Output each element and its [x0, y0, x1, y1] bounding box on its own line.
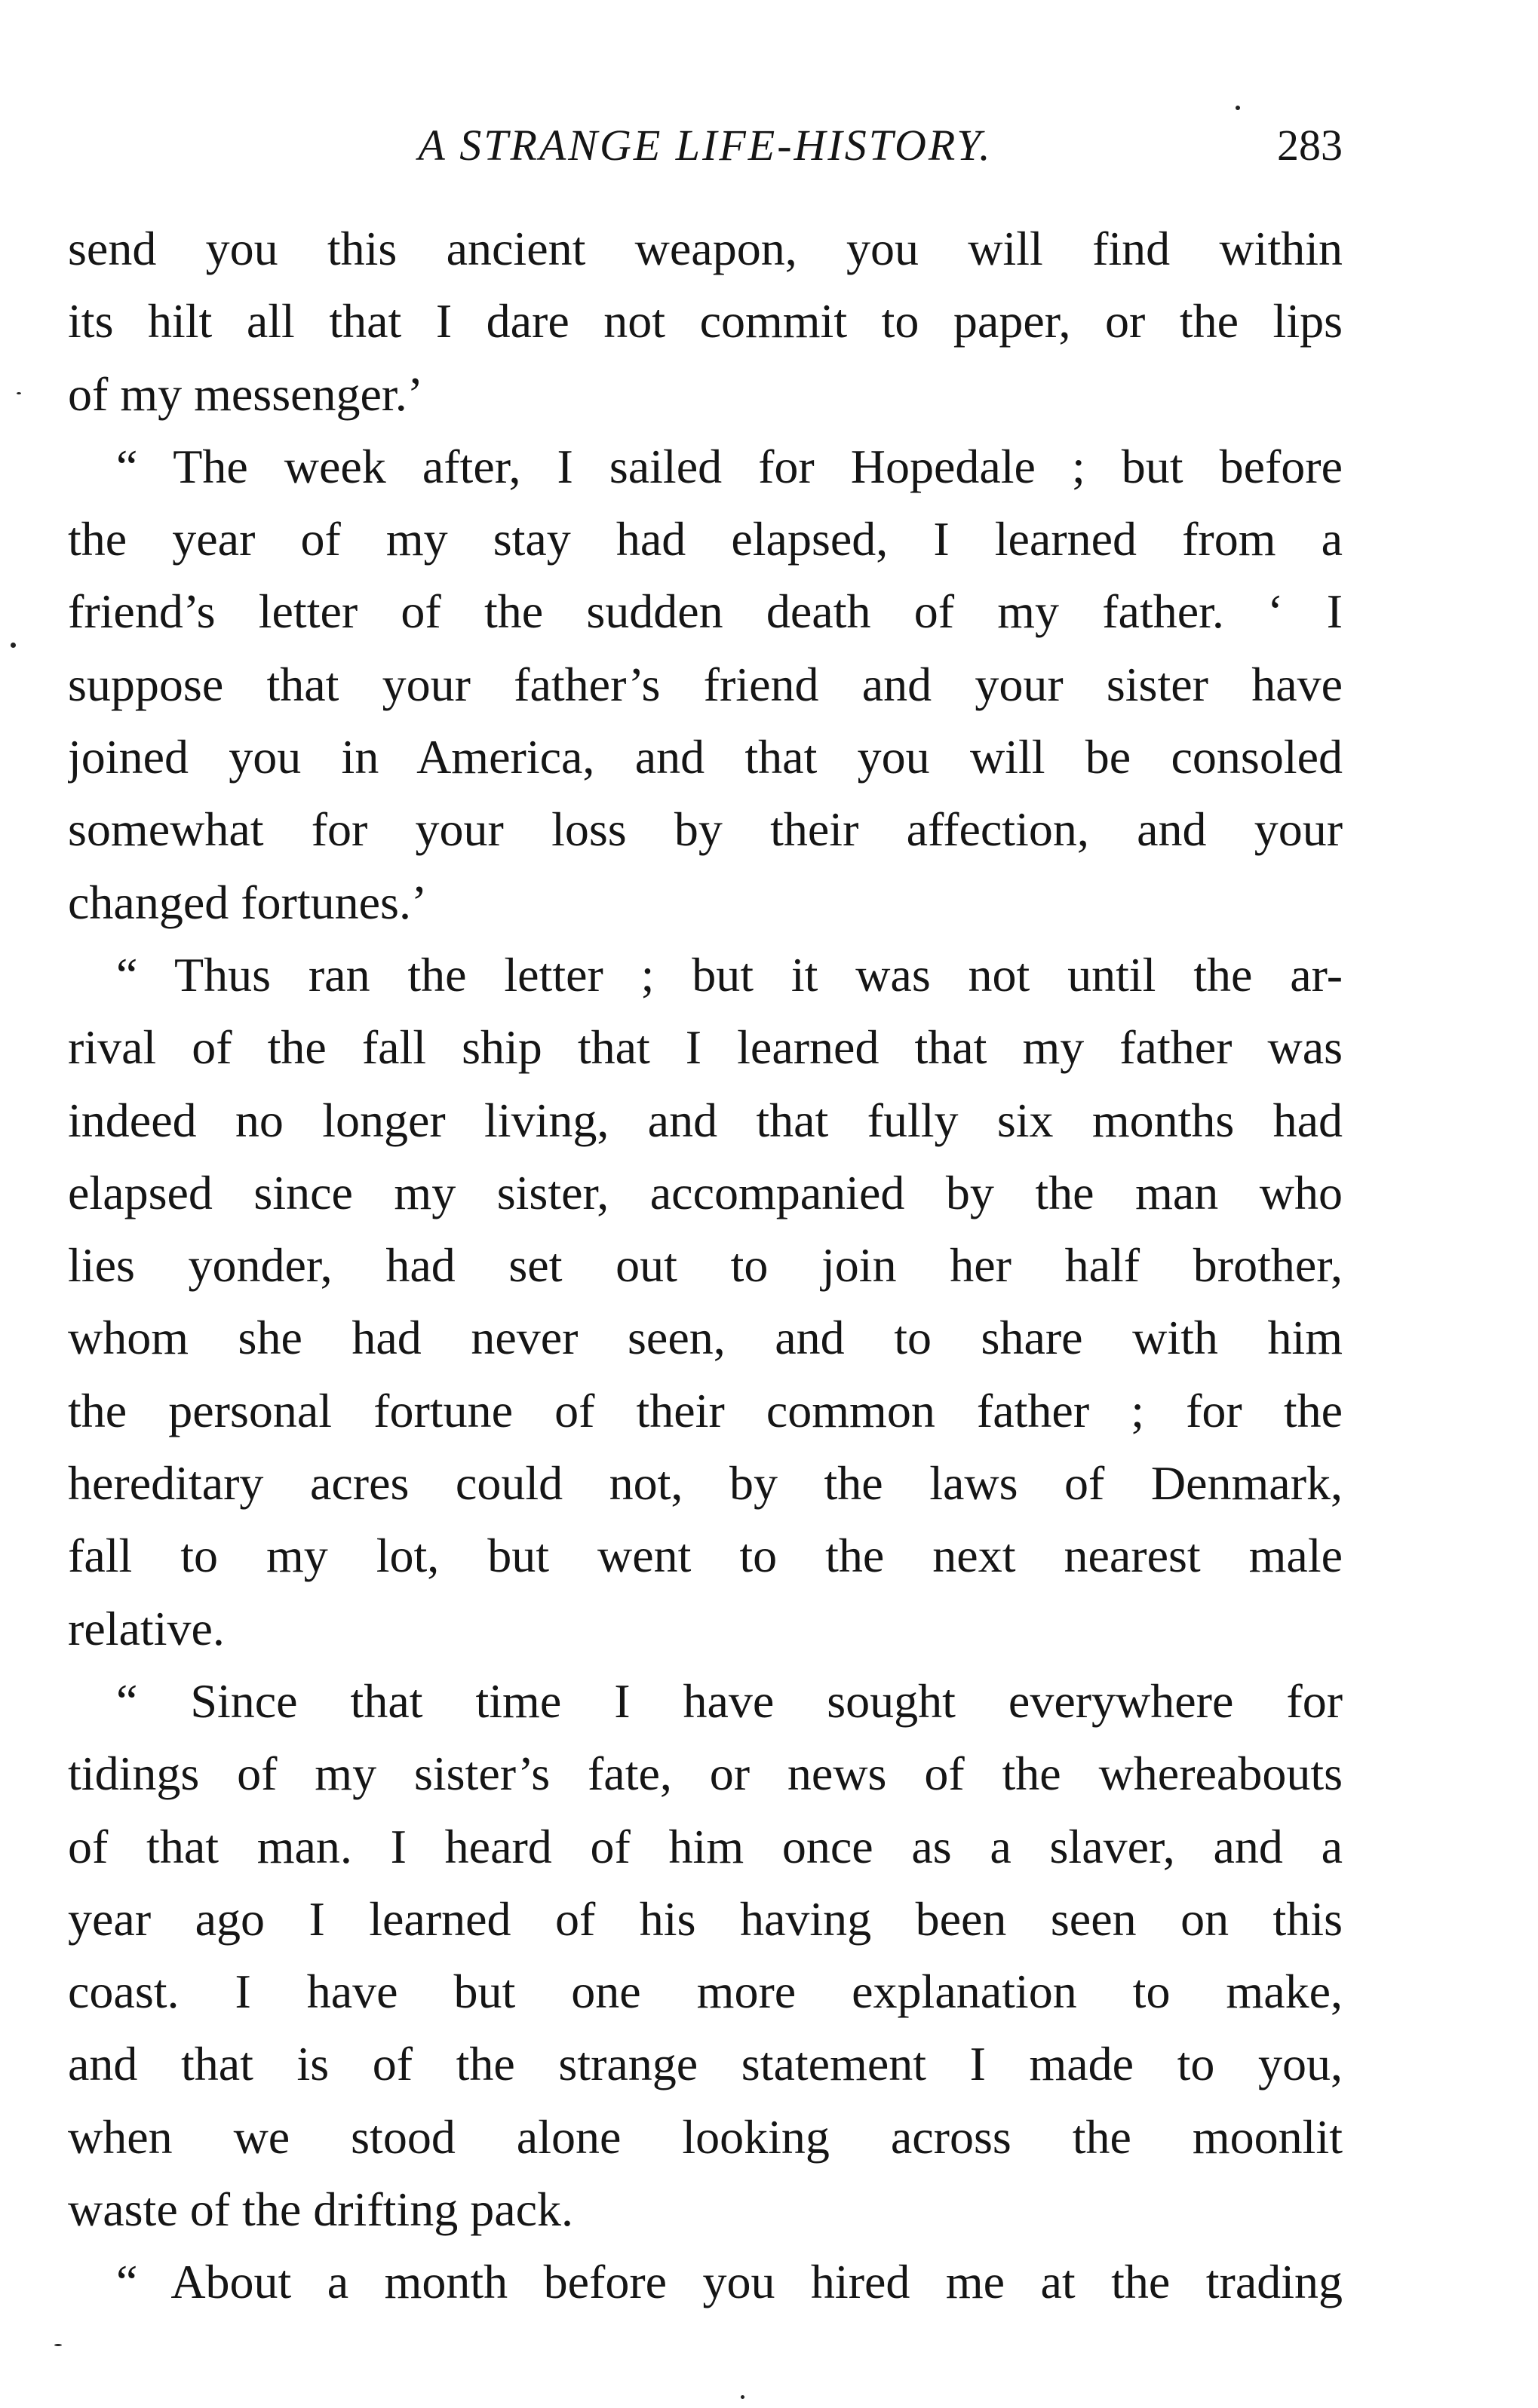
text-line: elapsed since my sister, accompanied by the man who	[68, 1165, 1343, 1219]
print-speck	[11, 643, 16, 648]
text-line: whom she had never seen, and to share with him	[68, 1311, 1343, 1365]
body-text	[68, 213, 1343, 2319]
print-speck	[54, 2344, 62, 2346]
text-line: “ Thus ran the letter ; but it was not until the ar-	[116, 947, 1343, 1002]
text-line: changed fortunes.’	[68, 875, 428, 929]
text-line: its hilt all that I dare not commit to paper, or the lips	[68, 294, 1343, 348]
text-line: somewhat for your loss by their affection, and your	[68, 802, 1343, 857]
text-line: relative.	[68, 1601, 225, 1655]
text-line: joined you in America, and that you will be consoled	[68, 730, 1343, 784]
text-line: and that is of the strange statement I made to you,	[68, 2037, 1343, 2091]
text-line: the personal fortune of their common father ; for the	[68, 1383, 1343, 1437]
page-number: 283	[1277, 121, 1343, 170]
running-title: A STRANGE LIFE-HISTORY.	[418, 121, 993, 170]
text-line: “ The week after, I sailed for Hopedale ; but before	[116, 439, 1343, 493]
text-line: hereditary acres could not, by the laws of Denmark,	[68, 1456, 1343, 1511]
print-speck	[17, 392, 21, 394]
text-line: when we stood alone looking across the moonlit	[68, 2109, 1343, 2164]
text-line: rival of the fall ship that I learned that my father was	[68, 1020, 1343, 1075]
text-line: lies yonder, had set out to join her half brother,	[68, 1238, 1343, 1293]
text-line: waste of the drifting pack.	[68, 2183, 573, 2237]
text-line: fall to my lot, but went to the next nearest male	[68, 1529, 1343, 1583]
text-line: tidings of my sister’s fate, or news of the whereabouts	[68, 1747, 1343, 1801]
text-line: suppose that your father’s friend and your sister have	[68, 657, 1343, 711]
text-line: coast. I have but one more explanation to make,	[68, 1965, 1343, 2019]
running-header	[68, 112, 1343, 179]
text-line: send you this ancient weapon, you will find within	[68, 222, 1343, 275]
print-speck	[1236, 106, 1240, 110]
text-line: friend’s letter of the sudden death of my father. ‘ I	[68, 584, 1343, 639]
text-line: of that man. I heard of him once as a slaver, and a	[68, 1819, 1343, 1873]
text-line: the year of my stay had elapsed, I learned from a	[68, 512, 1343, 566]
text-line: indeed no longer living, and that fully six months had	[68, 1093, 1343, 1147]
text-line: “ About a month before you hired me at the trading	[116, 2255, 1343, 2309]
text-line: “ Since that time I have sought everywhere for	[116, 1673, 1343, 1728]
print-speck	[741, 2395, 744, 2399]
text-line: year ago I learned of his having been seen on this	[68, 1891, 1343, 1946]
text-line: of my messenger.’	[68, 367, 423, 421]
